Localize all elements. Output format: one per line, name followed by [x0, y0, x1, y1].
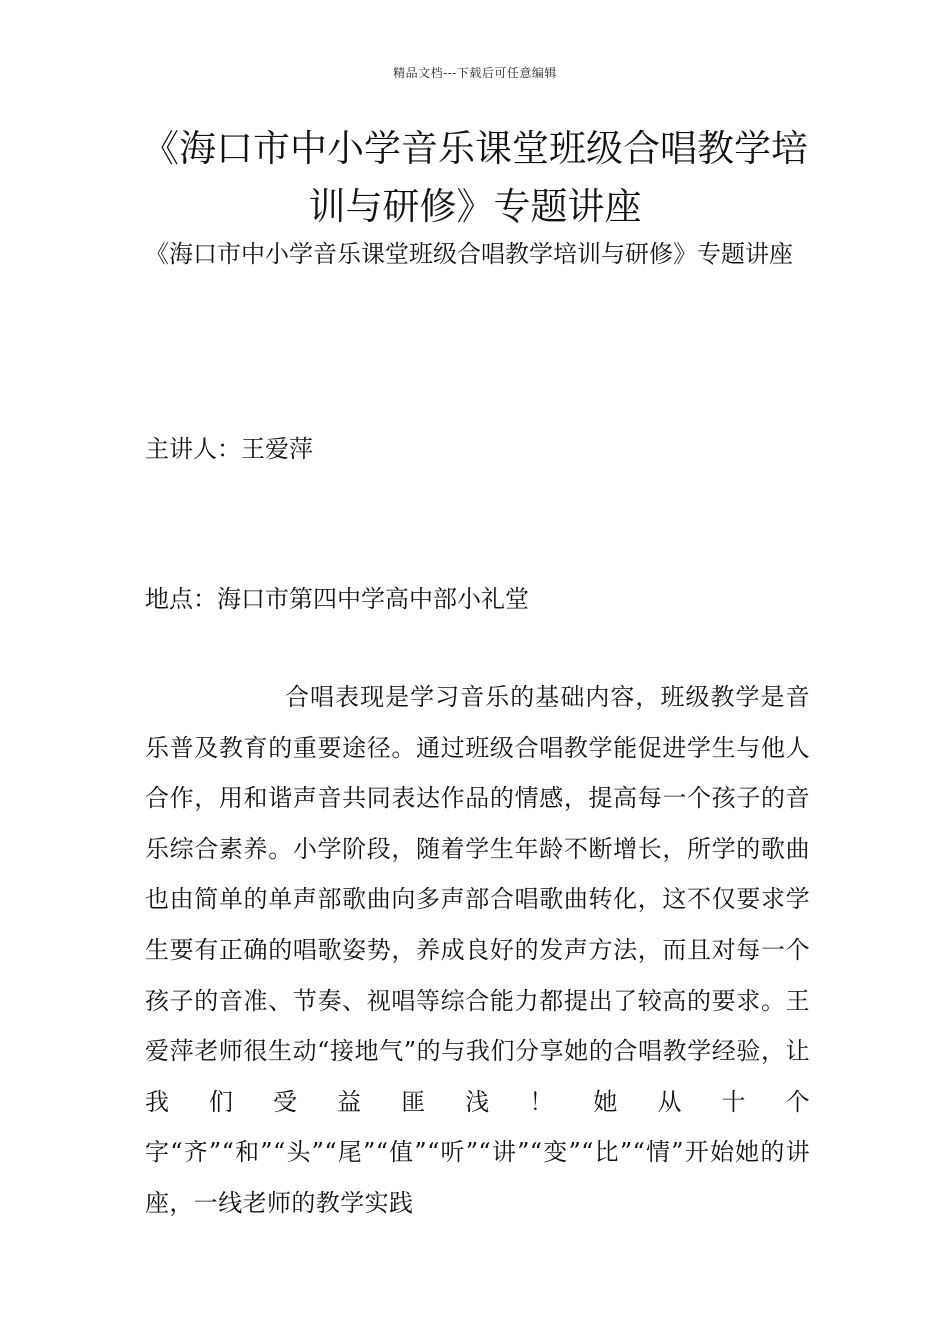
document-title: 《海口市中小学音乐课堂班级合唱教学培训与研修》专题讲座 — [142, 127, 808, 228]
document-subtitle: 《海口市中小学音乐课堂班级合唱教学培训与研修》专题讲座 — [145, 240, 793, 268]
body-paragraph: 合唱表现是学习音乐的基础内容，班级教学是音乐普及教育的重要途径。通过班级合唱教学能促进学生与他人合作，用和谐声音共同表达作品的情感，提高每一个孩子的音乐综合素养。小学阶段，随着学生年龄不断增长，所学的歌曲也由简单的单声部歌曲向多声部合唱歌曲转化，这不仅要求学生要有正确的唱歌姿势，养成良好的发声方法，而且对每一个孩子的音准、节奏、视唱等综合能力都提出了较高的要求。王爱萍老师很生动“接地气”的与我们分享她的合唱教学经验，让我们受益匪浅！她从十个字“齐”“和”“头”“尾”“值”“听”“讲”“变”“比”“情”开始她的讲座，一线老师的教学实践 — [145, 683, 810, 1217]
location-line: 地点：海口市第四中学高中部小礼堂 — [145, 585, 529, 613]
header-note: 精品文档---下载后可任意编辑 — [393, 66, 557, 80]
speaker-line: 主讲人：王爱萍 — [145, 435, 313, 463]
